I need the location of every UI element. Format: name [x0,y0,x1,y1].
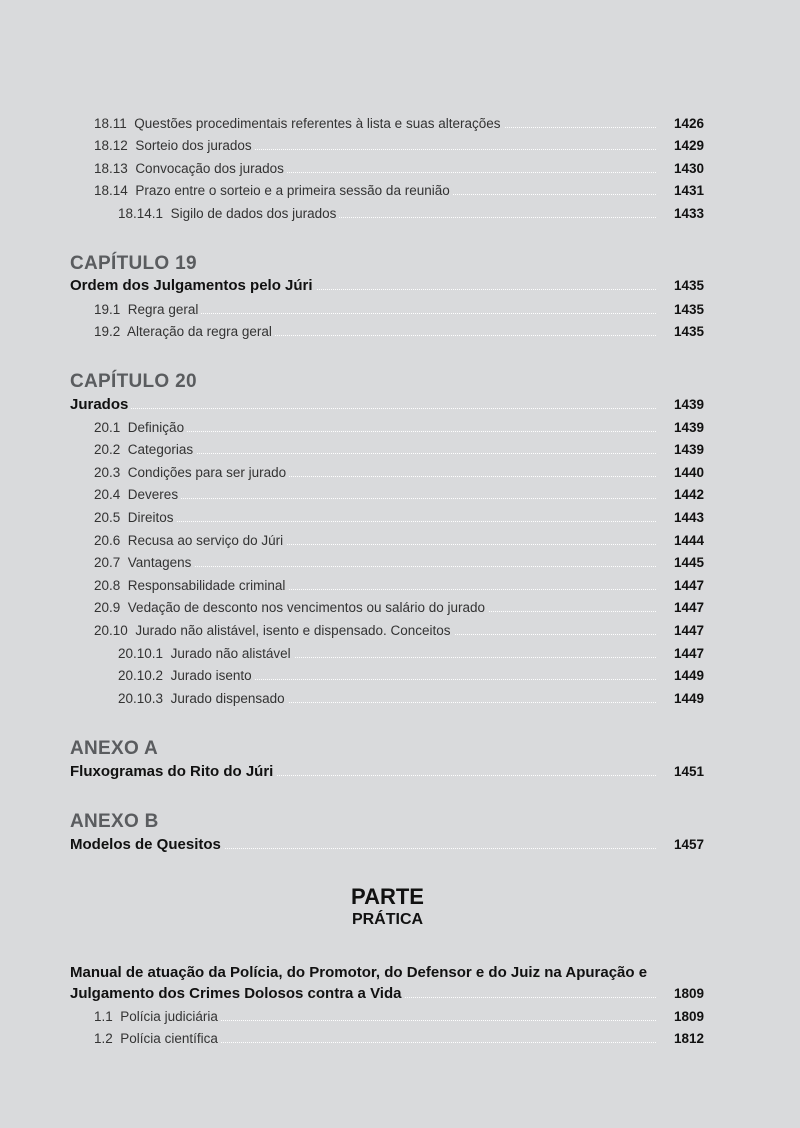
page-number: 1430 [673,161,704,176]
page-number: 1433 [673,206,704,221]
page-number: 1440 [673,465,704,480]
page-number: 1431 [673,183,704,198]
manual-title-line-1[interactable]: Manual de atuação da Polícia, do Promotor, do Defensor e do Juiz na Apuração e [70,964,648,981]
toc-entry[interactable]: 20.9 Vedação de desconto nos vencimentos ou salário do jurado 1447 [0,598,800,618]
toc-entry[interactable]: 20.10.3 Jurado dispensado 1449 [0,689,800,709]
toc-entry[interactable]: 20.10.2 Jurado isento 1449 [0,666,800,686]
page-number: 1812 [673,1031,704,1046]
page-number: 1447 [673,623,704,638]
toc-entry[interactable]: 19.2 Alteração da regra geral 1435 [0,322,800,342]
toc-entry[interactable]: 20.4 Deveres 1442 [0,485,800,505]
toc-entry[interactable]: 20.3 Condições para ser jurado 1440 [0,463,800,483]
toc-entry[interactable]: 20.2 Categorias 1439 [0,440,800,460]
annex-title-entry[interactable]: Modelos de Quesitos 1457 [70,836,704,853]
toc-entry[interactable]: 20.5 Direitos 1443 [0,508,800,528]
page-number: 1449 [673,691,704,706]
toc-entry[interactable]: 20.6 Recusa ao serviço do Júri 1444 [0,531,800,551]
page-number: 1439 [673,420,704,435]
toc-entry[interactable]: 19.1 Regra geral 1435 [0,300,800,320]
chapter-title-entry[interactable]: Ordem dos Julgamentos pelo Júri 1435 [70,277,704,294]
page-number: 1451 [673,764,704,779]
annex-heading: ANEXO B [70,811,159,832]
page-number: 1439 [673,442,704,457]
part-subtitle: PRÁTICA [351,911,424,928]
toc-entry[interactable]: 20.7 Vantagens 1445 [0,553,800,573]
toc-entry[interactable]: 20.10.1 Jurado não alistável 1447 [0,644,800,664]
page-number: 1445 [673,555,704,570]
manual-title-entry[interactable]: Julgamento dos Crimes Dolosos contra a Vida 1809 [70,985,704,1002]
page-number: 1429 [673,138,704,153]
page-number: 1447 [673,600,704,615]
page-number: 1457 [673,837,704,852]
toc-entry[interactable]: 18.11 Questões procedimentais referentes à lista e suas alterações 1426 [0,114,800,134]
page-number: 1447 [673,646,704,661]
chapter-title-entry[interactable]: Jurados 1439 [70,396,704,413]
page-number: 1426 [673,116,704,131]
toc-entry[interactable]: 18.12 Sorteio dos jurados 1429 [0,136,800,156]
page-number: 1447 [673,578,704,593]
toc-entry[interactable]: 1.2 Polícia científica 1812 [0,1029,800,1049]
chapter-heading: CAPÍTULO 19 [70,253,197,274]
part-title: PARTE [351,884,424,909]
toc-entry[interactable]: 1.1 Polícia judiciária 1809 [0,1007,800,1027]
toc-entry[interactable]: 20.1 Definição 1439 [0,418,800,438]
page-number: 1435 [673,278,704,293]
toc-entry[interactable]: 20.8 Responsabilidade criminal 1447 [0,576,800,596]
annex-title-entry[interactable]: Fluxogramas do Rito do Júri 1451 [70,763,704,780]
page-number: 1444 [673,533,704,548]
page-number: 1442 [673,487,704,502]
toc-entry[interactable]: 18.13 Convocação dos jurados 1430 [0,159,800,179]
toc-entry[interactable]: 18.14 Prazo entre o sorteio e a primeira sessão da reunião 1431 [0,181,800,201]
page-number: 1809 [673,1009,704,1024]
page-number: 1439 [673,397,704,412]
page-number: 1435 [673,302,704,317]
page-number: 1809 [673,986,704,1001]
toc-entry[interactable]: 20.10 Jurado não alistável, isento e dispensado. Conceitos 1447 [0,621,800,641]
chapter-heading: CAPÍTULO 20 [70,371,197,392]
toc-entry[interactable]: 18.14.1 Sigilo de dados dos jurados 1433 [0,204,800,224]
page-number: 1449 [673,668,704,683]
page-number: 1435 [673,324,704,339]
annex-heading: ANEXO A [70,738,158,759]
page-number: 1443 [673,510,704,525]
